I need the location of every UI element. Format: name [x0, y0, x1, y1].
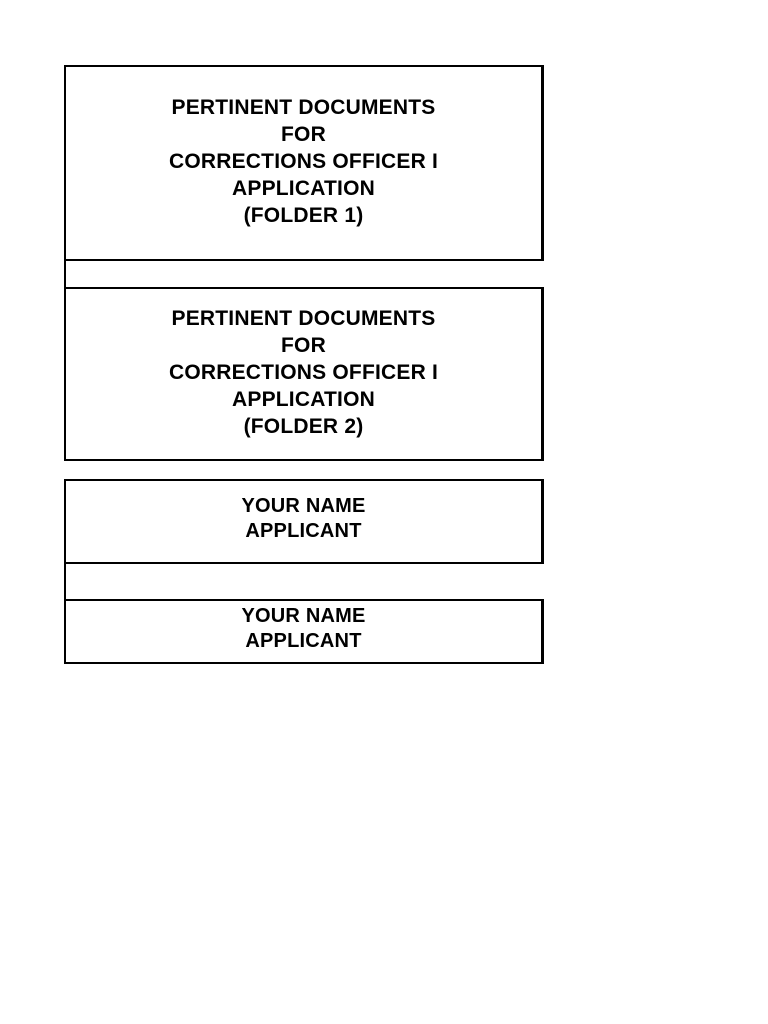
label-sheet [64, 65, 544, 664]
folder-label-line: (FOLDER 2) [243, 415, 364, 438]
name-label-line: APPLICANT [245, 520, 362, 542]
folder-label-line: CORRECTIONS OFFICER I [168, 150, 439, 173]
name-label-line: APPLICANT [245, 630, 362, 652]
name-label-1 [64, 479, 544, 564]
folder-label-line: PERTINENT DOCUMENTS [171, 307, 436, 330]
folder-label-line: APPLICATION [232, 388, 375, 411]
folder-label-line: CORRECTIONS OFFICER I [168, 361, 439, 384]
name-label-line: YOUR NAME [241, 495, 366, 517]
folder-label-2 [64, 287, 544, 461]
name-label-2 [64, 599, 544, 664]
folder-label-line: FOR [281, 334, 326, 357]
name-label-line: YOUR NAME [241, 605, 366, 627]
folder-label-line: APPLICATION [232, 177, 375, 200]
spacer-cell [64, 564, 544, 599]
folder-label-line: FOR [281, 123, 326, 146]
folder-label-1 [64, 65, 544, 261]
folder-label-line: (FOLDER 1) [243, 204, 364, 227]
spacer [64, 461, 544, 479]
folder-label-line: PERTINENT DOCUMENTS [171, 96, 436, 119]
spacer-cell [64, 261, 544, 287]
